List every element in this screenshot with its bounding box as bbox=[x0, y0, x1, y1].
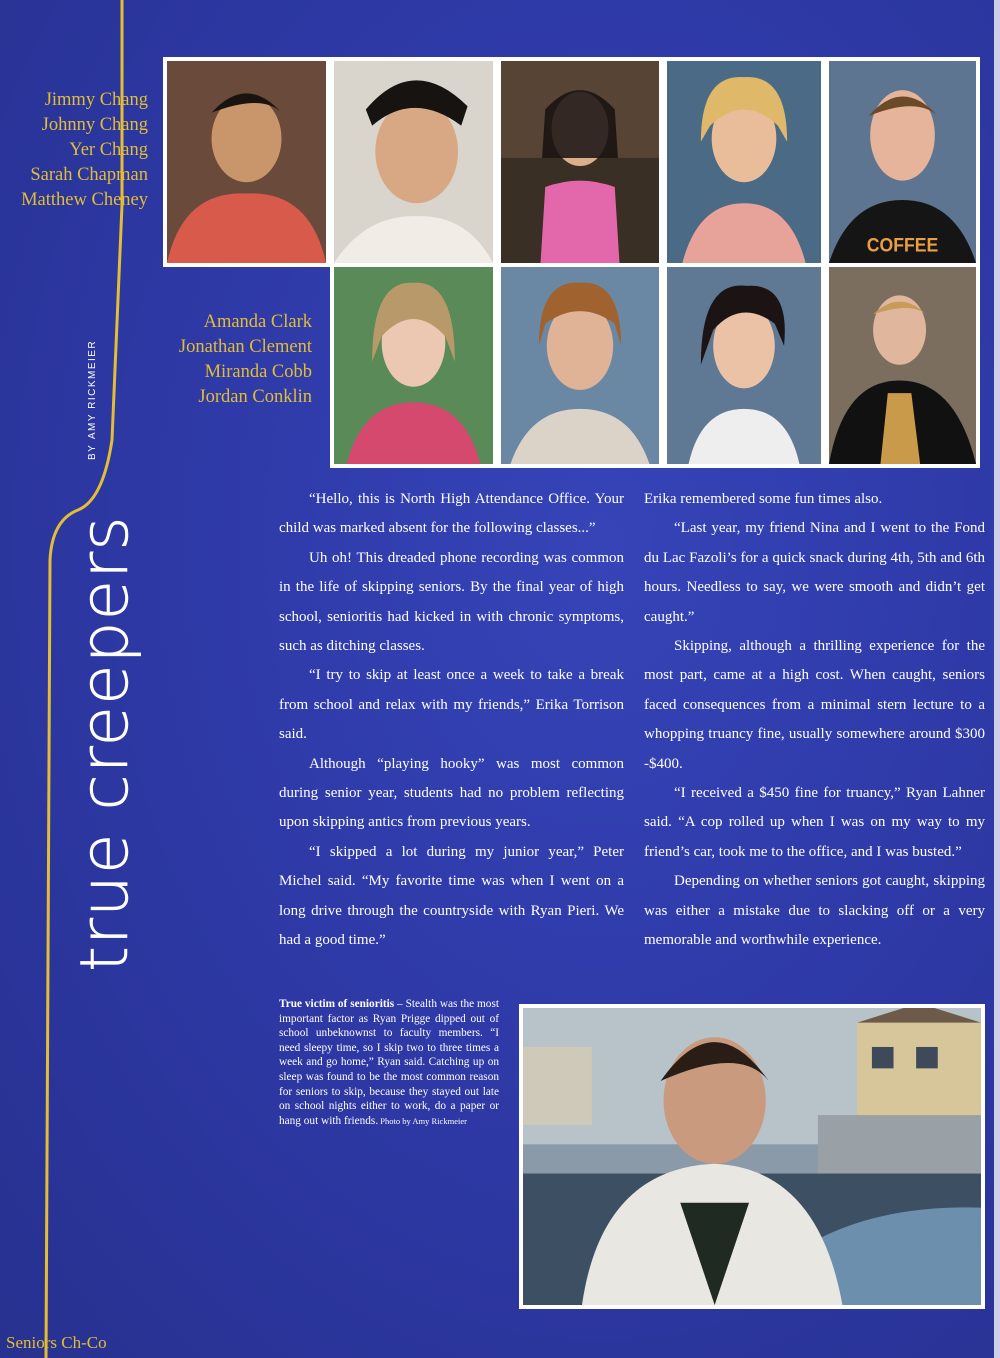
page-footer-label: Seniors Ch-Co bbox=[6, 1333, 107, 1352]
article-paragraph: “I received a $450 fine for truancy,” Ryan Lahner said. “A cop rolled up when I was on my way to my friend’s car, took me to the office, and I was busted.” bbox=[644, 785, 985, 860]
portrait-photo bbox=[163, 57, 330, 267]
portrait-photo bbox=[663, 263, 825, 468]
article-column-right bbox=[644, 485, 985, 956]
article-paragraph: Skipping, although a thrilling experience for the most part, came at a high cost. When caught, seniors faced consequences from a minimal stern lecture to a whopping truancy fine, usually somewhere around $300 -$400. bbox=[644, 638, 985, 772]
byline-author: AMY RICKMEIER bbox=[87, 339, 98, 440]
names-list-top bbox=[21, 88, 148, 213]
portrait-photo bbox=[497, 263, 663, 468]
student-name: Jimmy Chang bbox=[44, 90, 148, 110]
article-paragraph: Uh oh! This dreaded phone recording was common in the life of skipping seniors. By the final year of high school, senioritis had kicked in with chronic symptoms, such as ditching classes. bbox=[279, 549, 624, 655]
photo-credit: Photo by Amy Rickmeier bbox=[378, 1115, 467, 1126]
student-name: Amanda Clark bbox=[203, 312, 312, 332]
portrait-photo bbox=[330, 263, 497, 468]
byline bbox=[84, 340, 98, 460]
article-paragraph: “I try to skip at least once a week to take a break from school and relax with my friends,” Erika Torrison said. bbox=[279, 667, 624, 743]
svg-text:COFFEE: COFFEE bbox=[866, 233, 939, 256]
photo-caption bbox=[279, 997, 499, 1128]
student-name: Matthew Cheney bbox=[21, 190, 148, 210]
article-paragraph: “Hello, this is North High Attendance Office. Your child was marked absent for the following classes...” bbox=[279, 491, 624, 537]
student-name: Yer Chang bbox=[69, 140, 148, 160]
student-name: Sarah Chapman bbox=[30, 165, 148, 185]
portrait-photo bbox=[497, 57, 663, 267]
article-column-left bbox=[279, 485, 624, 956]
feature-photo bbox=[519, 1004, 985, 1309]
student-name: Johnny Chang bbox=[41, 115, 148, 135]
article-paragraph: Erika remembered some fun times also. bbox=[644, 491, 883, 507]
student-name: Miranda Cobb bbox=[204, 362, 312, 382]
article-paragraph: Although “playing hooky” was most common during senior year, students had no problem reflecting upon skipping antics from previous years. bbox=[279, 755, 624, 831]
portrait-photo bbox=[330, 57, 497, 267]
article-paragraph: “I skipped a lot during my junior year,” Peter Michel said. “My favorite time was when I went on a long drive through the countryside with Ryan Pieri. We had a good time.” bbox=[279, 843, 624, 949]
article-paragraph: Depending on whether seniors got caught, skipping was either a mistake due to slacking off or a very memorable and worthwhile experience. bbox=[644, 873, 985, 949]
portrait-photo bbox=[663, 57, 825, 267]
page-edge bbox=[994, 0, 1000, 1358]
caption-lead: True victim of senioritis bbox=[279, 998, 395, 1010]
portrait-photo bbox=[825, 263, 980, 468]
caption-body: – Stealth was the most important factor as Ryan Prigge dipped out of school unbeknownst to faculty members. “I need sleepy time, so I skip two to three times a week and go home,” Ryan said. Catching up on sleep was found to be the most common reason for seniors to skip, because they stayed out late on school nights either to work, do a paper or hang out with friends. bbox=[279, 998, 499, 1127]
byline-prefix: BY bbox=[87, 443, 98, 460]
portrait-photo bbox=[825, 57, 980, 267]
student-name: Jordan Conklin bbox=[198, 387, 312, 407]
page-title: true creepers bbox=[66, 515, 143, 972]
student-name: Jonathan Clement bbox=[178, 337, 312, 357]
article-paragraph: “Last year, my friend Nina and I went to the Fond du Lac Fazoli’s for a quick snack during 4th, 5th and 6th hours. Needless to say, we were smooth and didn’t get caught.” bbox=[644, 520, 985, 625]
names-list-bottom bbox=[179, 310, 312, 410]
